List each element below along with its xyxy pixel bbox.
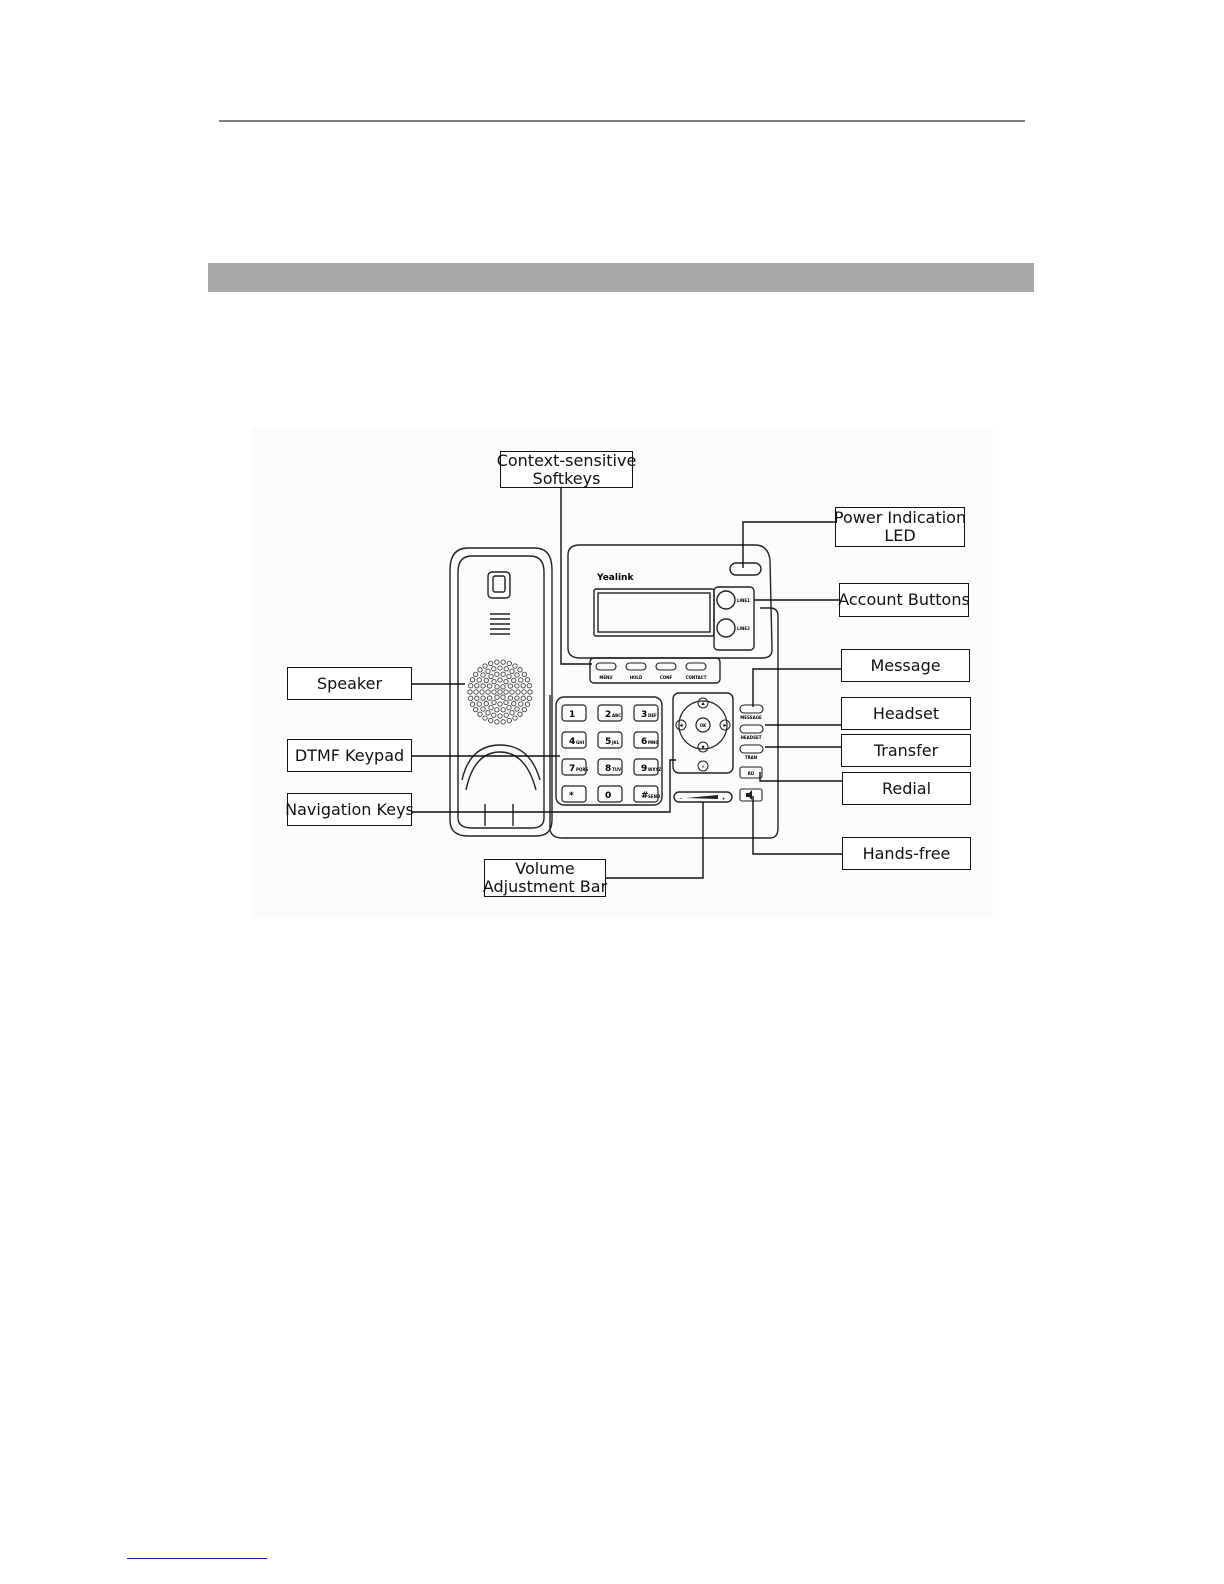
speaker-hole [512,678,516,682]
headset-key[interactable] [740,725,763,733]
account-key-label: LINE1 [737,598,750,603]
phone-base [550,545,778,838]
speaker-hole [478,712,482,716]
softkey-menu[interactable] [596,663,616,670]
speaker-hole [498,690,502,694]
speaker-hole [492,679,496,683]
speaker-hole [492,700,496,704]
keypad-key-letters: TUV [612,767,622,772]
speaker-icon [746,790,752,800]
speaker-hole [527,696,531,700]
speaker-hole [510,690,514,694]
speaker-hole [489,674,493,678]
speaker-hole [481,673,485,677]
speaker-hole [525,702,529,706]
speaker-hole [507,705,511,709]
keypad-key-digit: 9 [641,764,648,774]
message-key[interactable] [740,705,763,713]
speaker-hole [504,700,508,704]
leader-message [753,669,841,707]
speaker-hole [498,702,502,706]
cancel-x-icon: ✕ [701,764,705,769]
brand-logo: Yealink [597,573,634,583]
speaker-hole [510,669,514,673]
keypad-key-letters: PQRS [576,767,589,772]
speaker-hole [525,678,529,682]
callout-dtmf-keypad: DTMF Keypad [287,739,412,772]
speaker-hole [481,684,485,688]
speaker-hole [487,696,491,700]
speaker-hole [522,672,526,676]
speaker-hole [508,696,512,700]
speaker-hole [478,668,482,672]
callout-hands-free: Hands-free [842,837,971,870]
keypad-key-digit: 4 [569,737,576,747]
speaker-hole [474,707,478,711]
keypad-key-digit: 1 [569,710,576,720]
speaker-hole [507,661,511,665]
speaker-hole [501,708,505,712]
keypad-key-letters: DEF [648,713,657,718]
tran-key-label: TRAN [744,755,758,760]
keypad-key-letters: WXYZ [648,767,662,772]
speaker-hole [504,679,508,683]
speaker-hole [513,664,517,668]
speaker-hole [501,672,505,676]
speaker-hole [507,718,511,722]
keypad-key-*[interactable] [562,786,586,802]
speaker-hole [474,672,478,676]
keypad-key-digit: 8 [605,764,612,774]
softkey-contact[interactable] [686,663,706,670]
leader-softkeys [561,487,592,664]
speaker-hole [477,678,481,682]
speaker-hole [504,667,508,671]
speaker-hole [528,690,532,694]
keypad-key-digit: 5 [605,737,612,747]
nav-down-arrow-icon: ▼ [701,744,705,750]
tran-key[interactable] [740,745,763,753]
speaker-hole [489,718,493,722]
speaker-hole [484,678,488,682]
speaker-hole [477,702,481,706]
softkey-conf[interactable] [656,663,676,670]
speaker-hole [470,702,474,706]
keypad-key-letters: ABC [612,713,622,718]
keypad-key-digit: # [641,791,649,801]
keypad-key-letters: MNO [648,740,659,745]
speaker-hole [515,673,519,677]
leader-redial [760,772,842,781]
callout-message: Message [841,649,970,682]
message-key-label: MESSAGE [740,715,762,720]
callout-headset: Headset [841,697,971,730]
volume-wedge [686,795,718,799]
speaker-hole [468,684,472,688]
volume-minus-icon: − [679,796,683,801]
softkey-label: CONF [659,675,673,680]
nav-ok-label: OK [699,723,707,728]
speaker-hole [504,690,508,694]
callout-navigation-keys: Navigation Keys [287,793,412,826]
keypad-key-digit: 7 [569,764,576,774]
softkey-label: CONTACT [685,675,707,680]
softkey-label: MENU [599,675,613,680]
speaker-hole [489,705,493,709]
speaker-hole [495,660,499,664]
speaker-hole [495,685,499,689]
keypad-key-digit: 3 [641,710,648,720]
handset [450,548,552,836]
speaker-hole [518,668,522,672]
keypad-key-letters: SEND [648,794,661,799]
speaker-hole [495,708,499,712]
speaker-hole [521,696,525,700]
keypad-key-digit: 6 [641,737,648,747]
speaker-hole [498,666,502,670]
softkey-hold[interactable] [626,663,646,670]
speaker-hole [527,684,531,688]
speaker-hole [519,678,523,682]
speaker-hole [468,696,472,700]
speaker-hole [522,707,526,711]
keypad-key-letters: GHI [576,740,585,745]
speaker-hole [501,685,505,689]
speaker-hole [475,684,479,688]
speaker-hole [480,690,484,694]
speaker-hole [483,664,487,668]
speaker-hole [507,674,511,678]
nav-left-arrow-icon: ◀ [679,722,683,728]
callout-volume-bar: Volume Adjustment Bar [482,859,608,896]
softkey-label: HOLD [629,675,643,680]
speaker-hole [470,678,474,682]
speaker-hole [492,690,496,694]
callout-context-softkeys: Context-sensitive Softkeys [496,450,637,488]
speaker-hole [481,707,485,711]
speaker-hole [515,684,519,688]
callout-power-led: Power Indication LED [833,508,967,545]
speaker-hole [495,720,499,724]
account-key-label: LINE2 [737,626,750,631]
leader-hands-free [753,796,842,854]
speaker-hole [512,701,516,705]
speaker-hole [513,716,517,720]
speaker-hole [521,684,525,688]
speaker-hole [515,696,519,700]
keypad-key-digit: 0 [605,791,612,801]
speaker-hole [519,702,523,706]
speaker-hole [486,690,490,694]
speaker-hole [508,684,512,688]
speaker-hole [481,696,485,700]
callout-redial: Redial [842,772,971,805]
speaker-hole [489,661,493,665]
nav-right-arrow-icon: ▶ [723,722,727,728]
speaker-hole [475,696,479,700]
speaker-hole [492,667,496,671]
speaker-hole [518,712,522,716]
speaker-hole [501,720,505,724]
callout-speaker: Speaker [287,667,412,700]
speaker-hole [510,711,514,715]
keypad-key-letters: JKL [612,740,620,745]
speaker-hole [487,684,491,688]
volume-plus-icon: + [722,796,726,801]
speaker-hole [486,711,490,715]
speaker-hole [468,690,472,694]
speaker-hole [504,713,508,717]
speaker-hole [522,690,526,694]
redial-key-label: RD [747,771,755,776]
speaker-grille [468,660,532,724]
speaker-hole [501,660,505,664]
speaker-hole [515,707,519,711]
speaker-hole [492,713,496,717]
headset-key-label: HEADSET [740,735,762,740]
callout-account-buttons: Account Buttons [839,583,969,617]
speaker-hole [486,669,490,673]
speaker-hole [474,690,478,694]
speaker-hole [498,714,502,718]
keypad-key-digit: 2 [605,710,612,720]
nav-up-arrow-icon: ▲ [701,700,705,706]
callout-transfer: Transfer [841,734,971,767]
speaker-hole [483,716,487,720]
speaker-hole [516,690,520,694]
speaker-hole [495,672,499,676]
footnote-rule [127,1558,267,1559]
speaker-hole [498,678,502,682]
speaker-hole [484,701,488,705]
leader-volume [605,802,703,878]
keypad-key-digit: * [569,791,574,801]
speaker-hole [501,695,505,699]
speaker-hole [495,695,499,699]
